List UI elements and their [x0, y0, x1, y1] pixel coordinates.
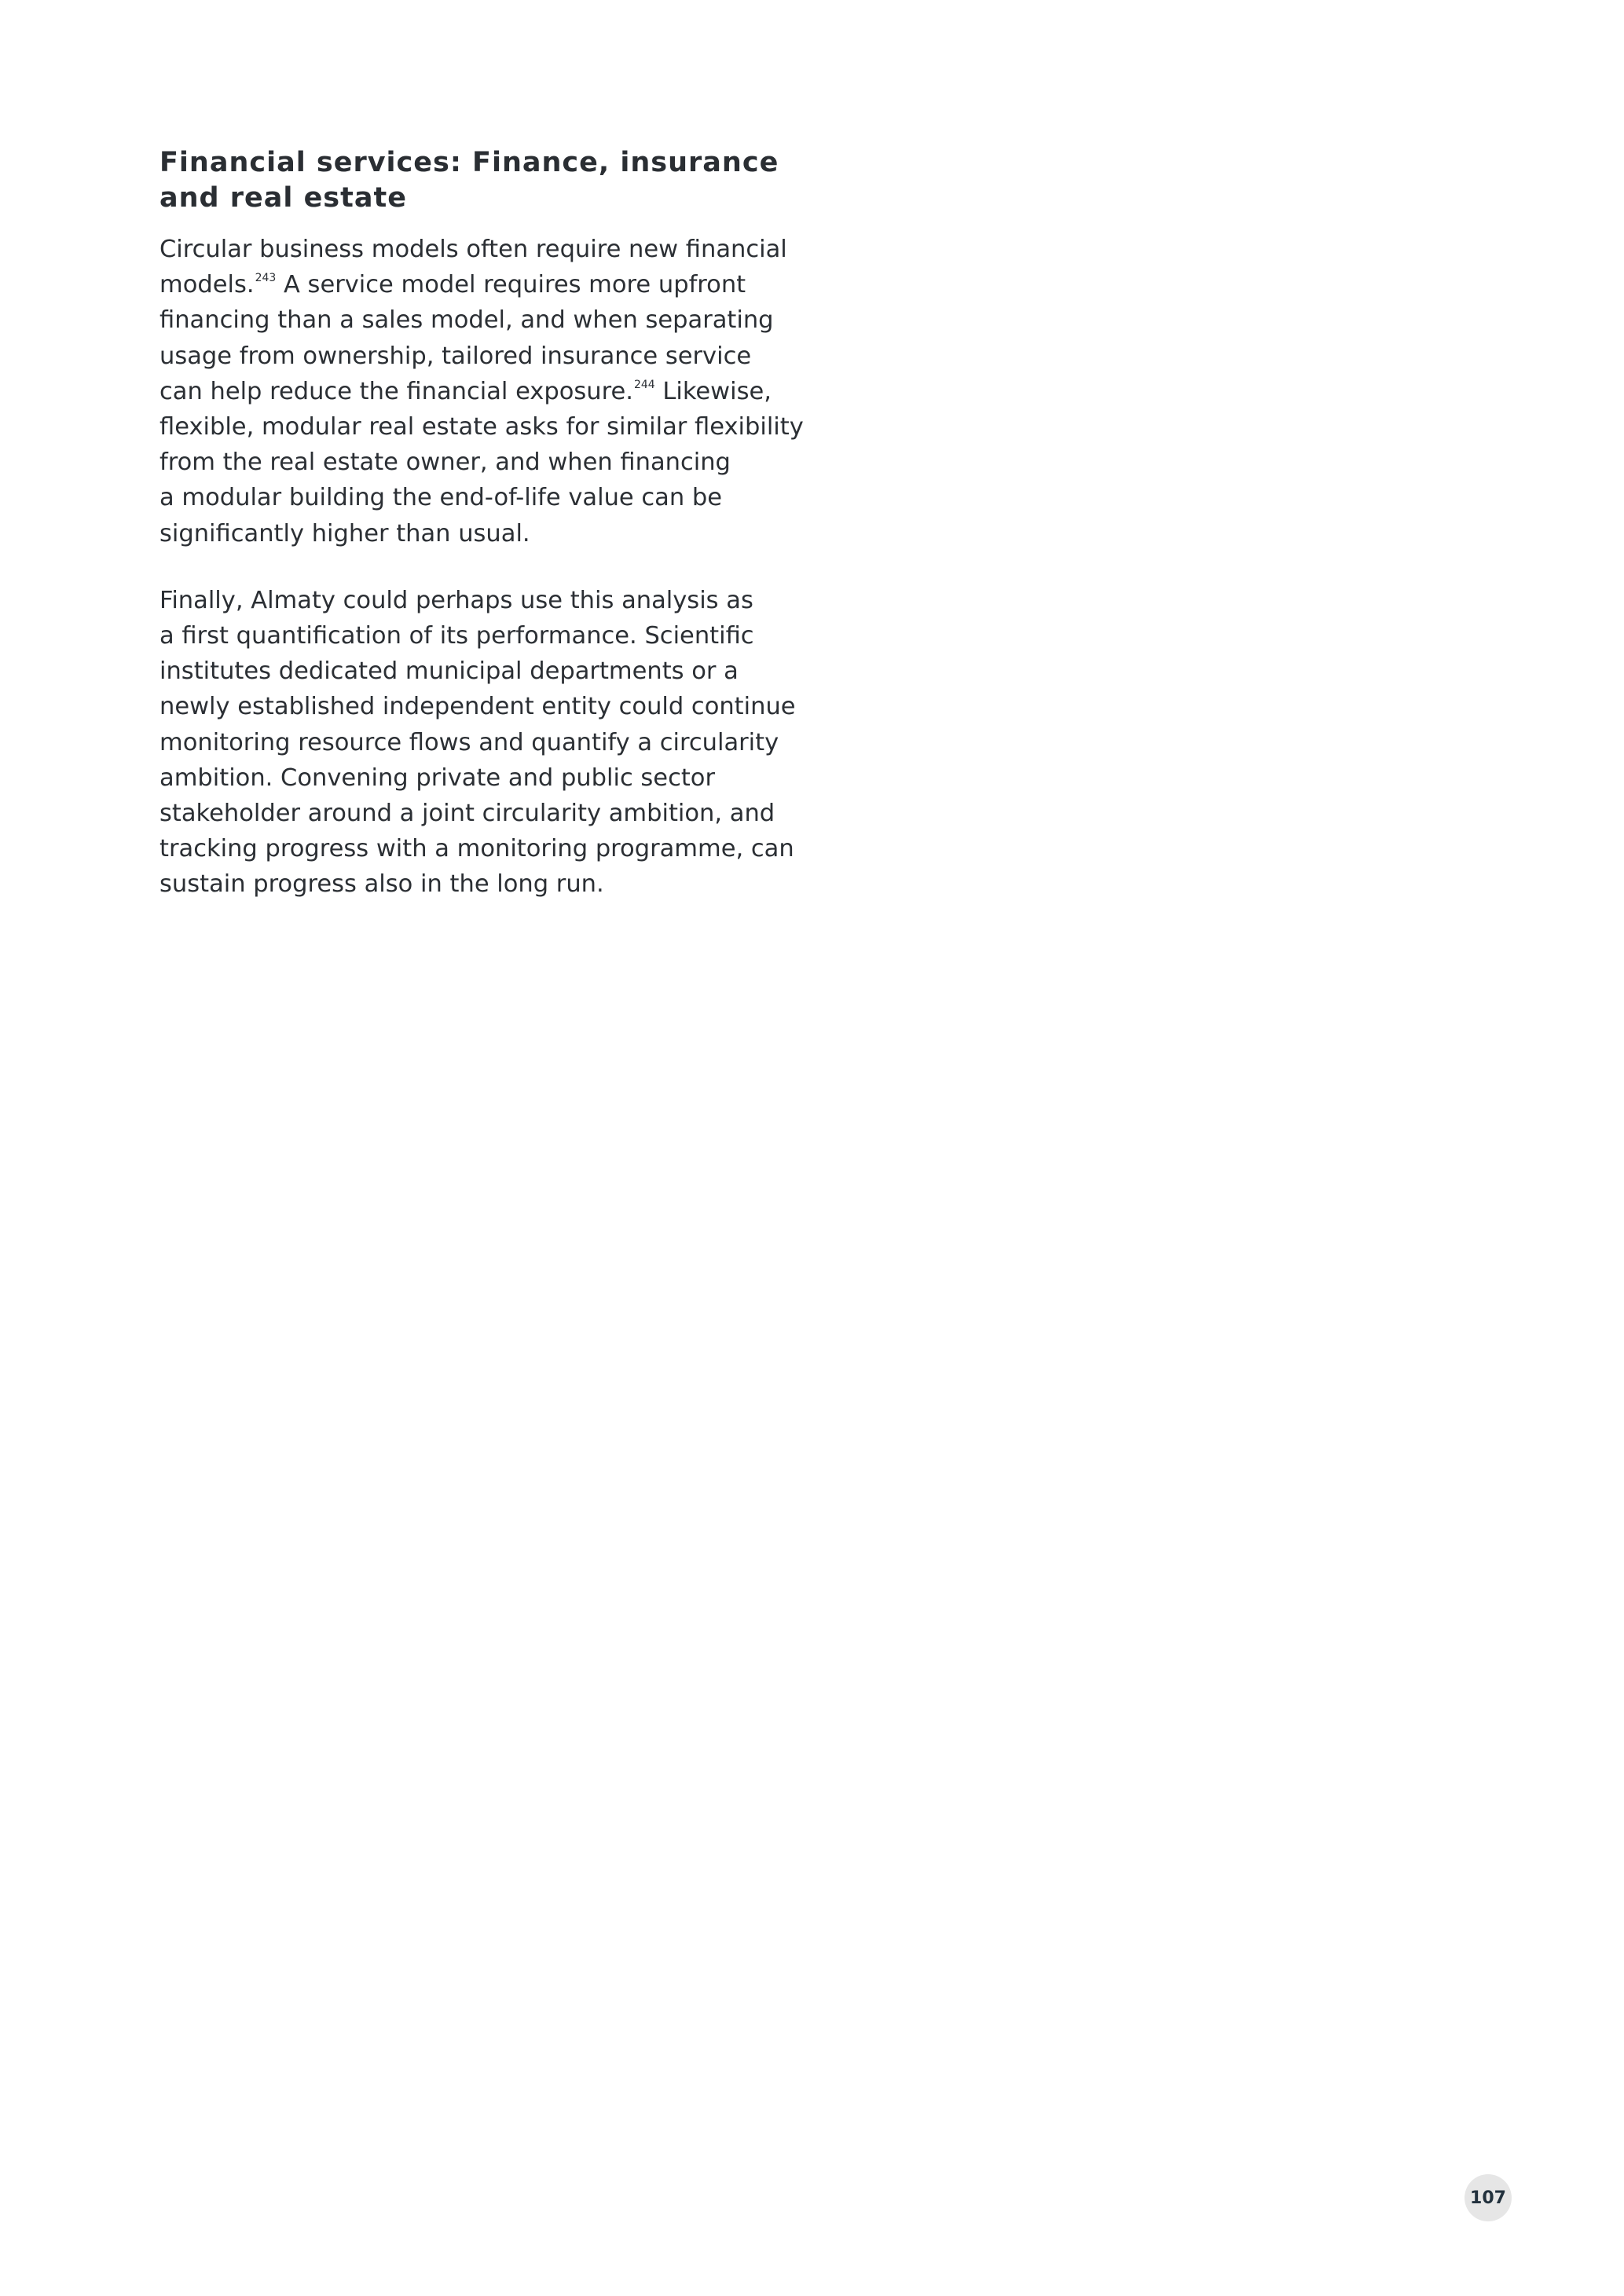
text-line: newly established independent entity could continue — [159, 693, 796, 721]
text-line: Circular business models often require new financial — [159, 236, 787, 263]
text-line: significantly higher than usual. — [159, 519, 530, 547]
text-fragment: Likewise, — [654, 377, 772, 405]
text-line: stakeholder around a joint circularity ambition, and — [159, 800, 775, 828]
section-heading — [159, 145, 804, 216]
text-line: a first quantification of its performance. Scientific — [159, 622, 754, 650]
text-line: from the real estate owner, and when financing — [159, 449, 731, 477]
text-line: usage from ownership, tailored insurance service — [159, 342, 752, 370]
text-line: ambition. Convening private and public sector — [159, 764, 715, 792]
text-line: flexible, modular real estate asks for similar flexibility — [159, 413, 804, 441]
footnote-reference: 244 — [633, 378, 655, 391]
text-fragment: models. — [159, 271, 255, 299]
text-fragment: can help reduce the financial exposure. — [159, 377, 633, 405]
text-line — [159, 374, 804, 409]
heading-line: and real estate — [159, 182, 407, 214]
text-line: Finally, Almaty could perhaps use this analysis as — [159, 586, 753, 614]
text-line: a modular building the end-of-life value can be — [159, 484, 722, 512]
page-number: 107 — [1470, 2188, 1506, 2208]
paragraph-almaty-monitoring — [159, 583, 804, 903]
page-number-badge — [1465, 2174, 1512, 2221]
text-line — [159, 267, 804, 302]
heading-line: Financial services: Finance, insurance — [159, 147, 779, 178]
text-line: financing than a sales model, and when separating — [159, 306, 774, 335]
text-line: institutes dedicated municipal departments or a — [159, 657, 739, 686]
footnote-reference: 243 — [255, 272, 277, 285]
paragraph-financial-models — [159, 232, 804, 551]
text-line: monitoring resource flows and quantify a circularity — [159, 728, 779, 756]
text-line: sustain progress also in the long run. — [159, 870, 604, 899]
text-line: tracking progress with a monitoring programme, can — [159, 835, 794, 863]
main-content — [159, 145, 804, 903]
text-fragment: A service model requires more upfront — [276, 271, 746, 299]
